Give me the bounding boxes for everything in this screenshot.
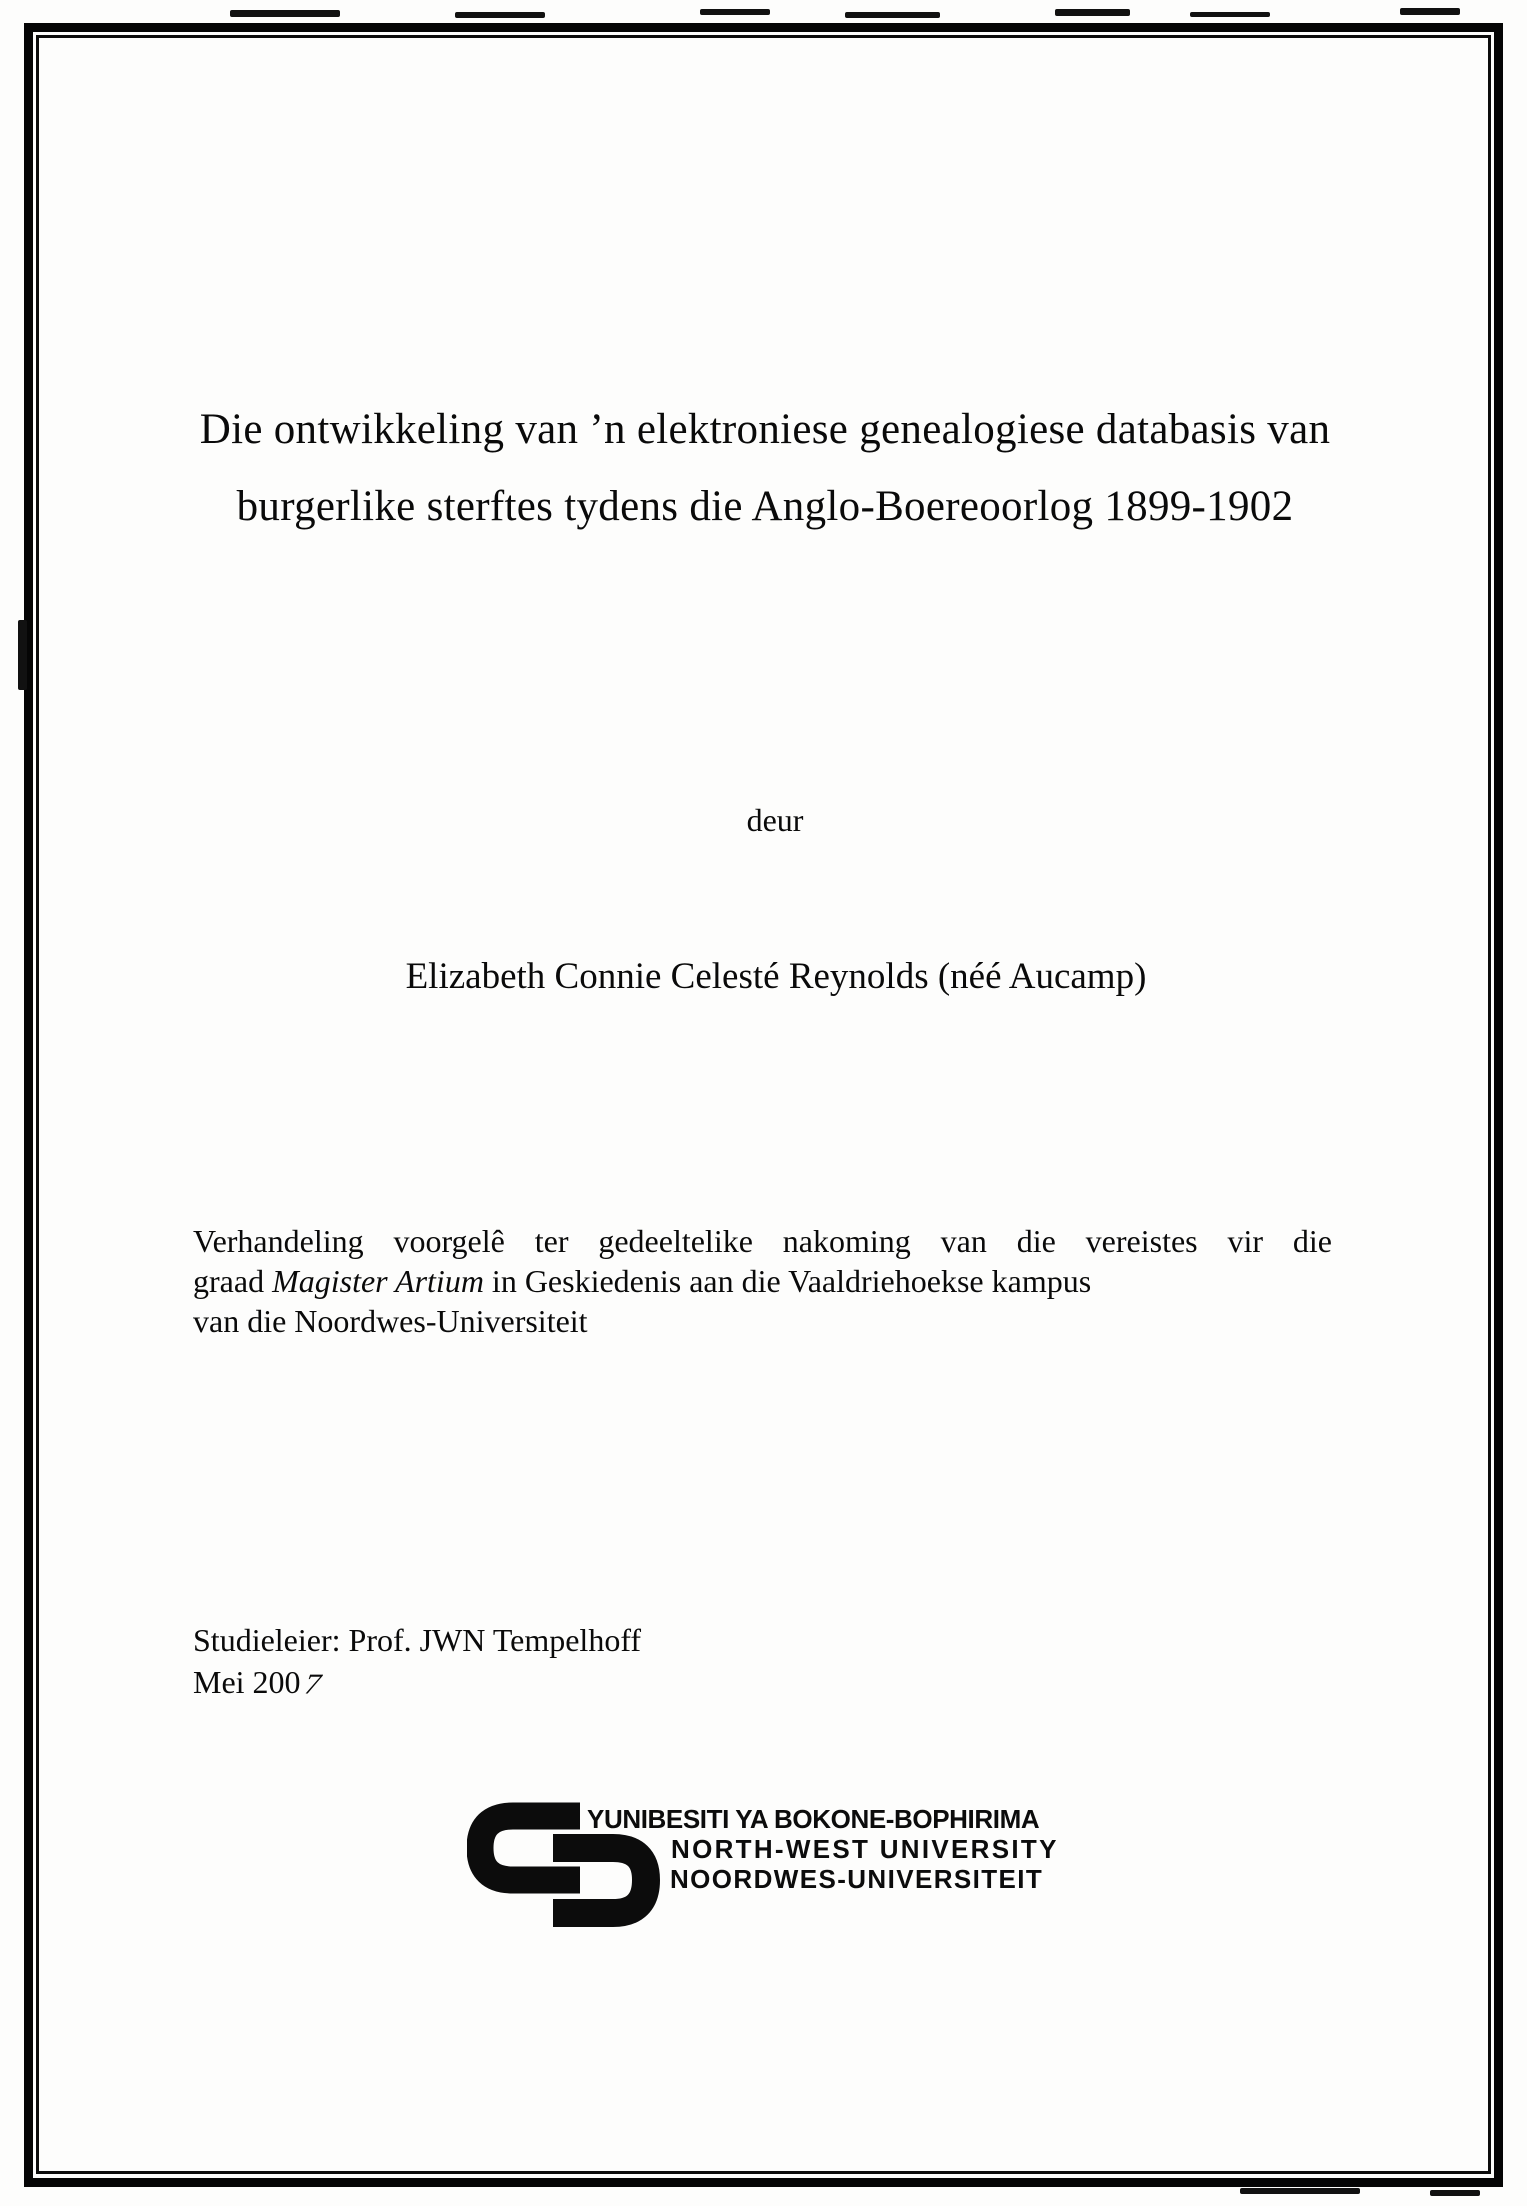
- scan-artifact: [1190, 12, 1270, 17]
- scan-artifact: [1240, 2188, 1360, 2194]
- thesis-title: [40, 391, 1490, 545]
- degree-statement-line2: [193, 1261, 1332, 1301]
- logo-text-setswana: YUNIBESITI YA BOKONE-BOPHIRIMA: [587, 1804, 1040, 1834]
- degree-statement-line1: Verhandeling voorgelê ter gedeeltelike nakoming van die vereistes vir die: [193, 1223, 1332, 1259]
- scan-artifact: [230, 10, 340, 17]
- date-prefix: Mei 200: [193, 1664, 301, 1700]
- date-line: [193, 1659, 693, 1705]
- date-last-digit: 7: [299, 1667, 326, 1700]
- degree-statement: [193, 1221, 1332, 1341]
- scan-artifact: [700, 9, 770, 15]
- degree-statement-line2-pre: graad: [193, 1263, 273, 1299]
- supervisor-line: Studieleier: Prof. JWN Tempelhoff: [193, 1622, 642, 1658]
- scan-artifact: [1430, 2190, 1480, 2196]
- university-logo: [467, 1800, 1107, 1950]
- degree-statement-line2-post: in Geskiedenis aan die Vaaldriehoekse kampus: [483, 1263, 1092, 1299]
- scan-artifact: [1400, 8, 1460, 15]
- byline-label: deur: [746, 802, 804, 838]
- logo-text-english: NORTH-WEST UNIVERSITY: [671, 1834, 1059, 1864]
- degree-title-italic: Magister Artium: [272, 1263, 484, 1299]
- thesis-title-line2: burgerlike sterftes tydens die Anglo-Boereoorlog 1899-1902: [236, 483, 1294, 530]
- logo-text-afrikaans: NOORDWES-UNIVERSITEIT: [670, 1864, 1044, 1894]
- thesis-title-line1: Die ontwikkeling van ’n elektroniese genealogiese databasis van: [199, 406, 1331, 453]
- scan-artifact: [455, 12, 545, 18]
- scan-artifact: [18, 620, 27, 690]
- scan-artifact: [845, 12, 940, 18]
- author-name: Elizabeth Connie Celesté Reynolds (néé Aucamp): [405, 956, 1147, 997]
- degree-statement-line3: van die Noordwes-Universiteit: [193, 1303, 588, 1339]
- scan-artifact: [1055, 9, 1130, 16]
